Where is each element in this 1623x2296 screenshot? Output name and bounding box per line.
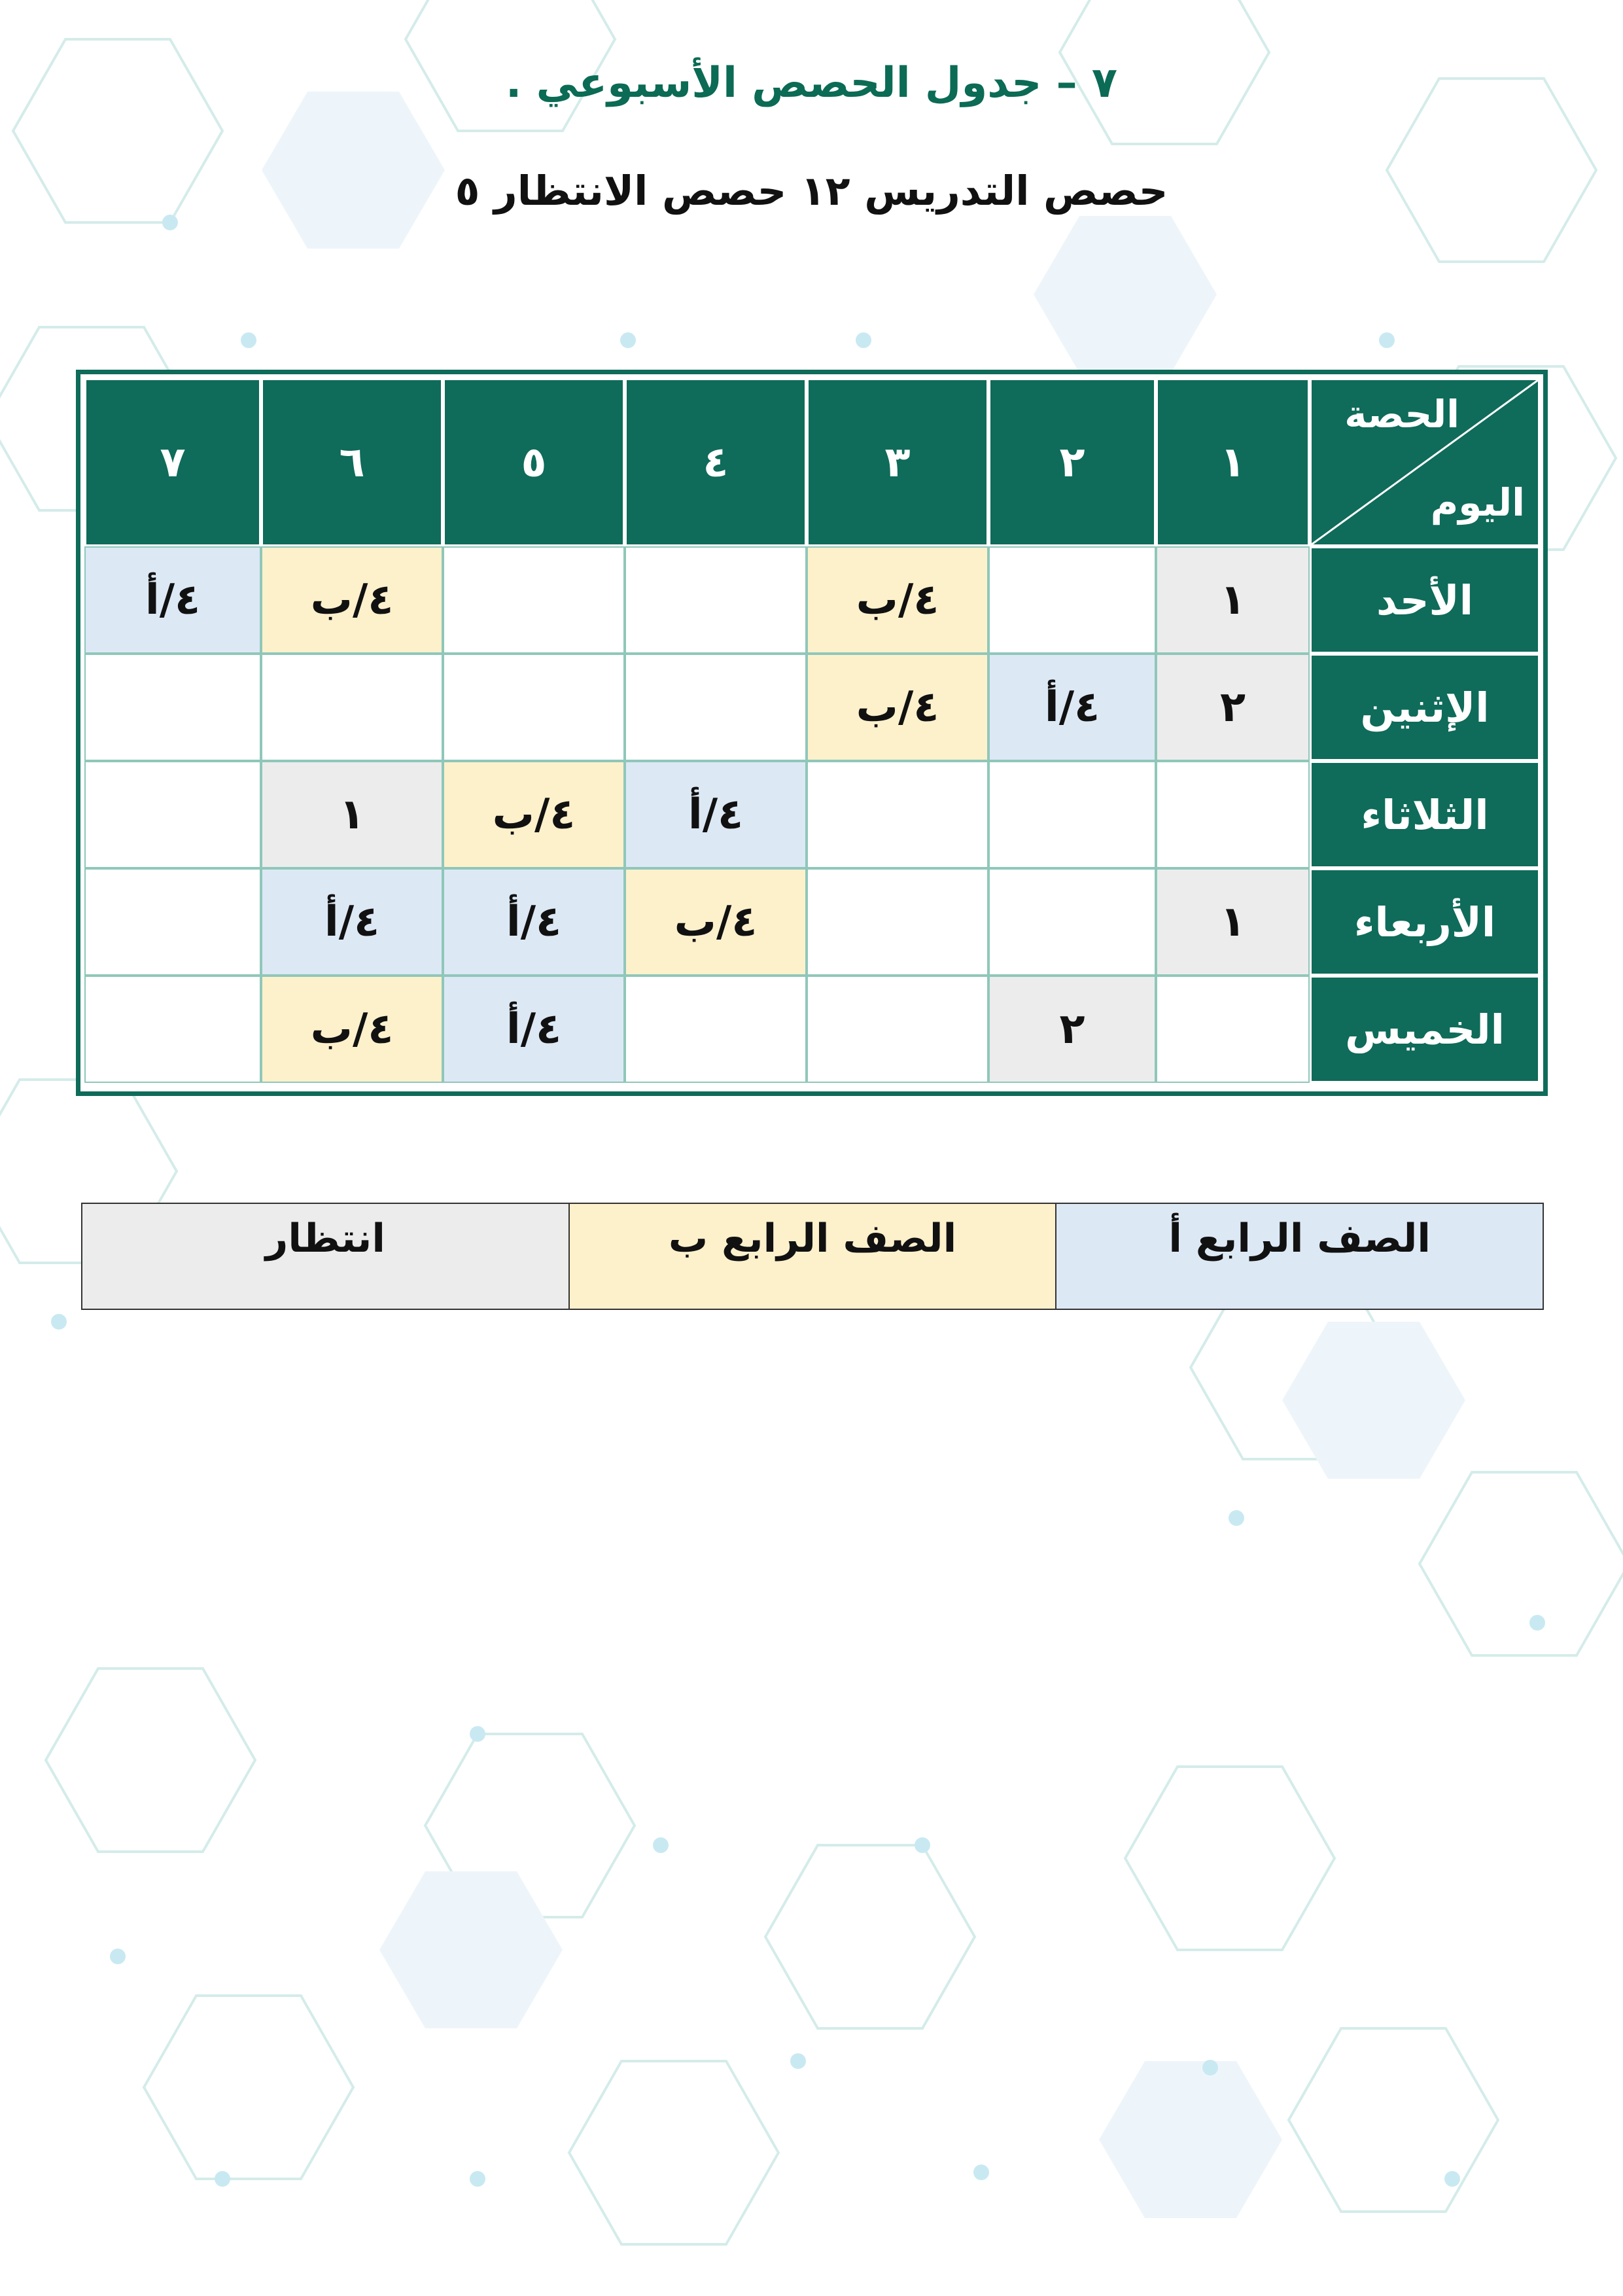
- schedule-cell: ٤/أ: [625, 761, 807, 868]
- schedule-cell: [807, 868, 988, 976]
- legend-waiting: انتظار: [82, 1204, 568, 1309]
- day-label-cell: الأحد: [1310, 546, 1540, 654]
- schedule-cell: ٤/أ: [443, 868, 625, 976]
- schedule-cell: [625, 976, 807, 1083]
- schedule-cell: ٤/ب: [625, 868, 807, 976]
- schedule-cell: [625, 654, 807, 761]
- legend: [81, 1203, 1544, 1310]
- schedule-cell: ٤/أ: [443, 976, 625, 1083]
- schedule-cell: [988, 546, 1156, 654]
- period-header-4: ٤: [625, 378, 807, 546]
- day-label-cell: الإثنين: [1310, 654, 1540, 761]
- schedule-cell: ٤/أ: [84, 546, 261, 654]
- schedule-cell: [625, 546, 807, 654]
- schedule-cell: [84, 654, 261, 761]
- schedule-cell: [807, 761, 988, 868]
- schedule-cell: [988, 761, 1156, 868]
- schedule-cell: [988, 868, 1156, 976]
- schedule-cell: [84, 761, 261, 868]
- period-label: الحصة: [1344, 392, 1459, 436]
- corner-header: [1310, 378, 1540, 546]
- schedule-cell: [443, 546, 625, 654]
- period-header-7: ٧: [84, 378, 261, 546]
- period-header-5: ٥: [443, 378, 625, 546]
- day-label-cell: الخميس: [1310, 976, 1540, 1083]
- schedule-cell: [261, 654, 443, 761]
- schedule-cell: ٤/أ: [261, 868, 443, 976]
- period-header-6: ٦: [261, 378, 443, 546]
- weekly-schedule-table: [76, 370, 1548, 1096]
- schedule-cell: [1156, 761, 1310, 868]
- legend-class-4a: الصف الرابع أ: [1055, 1204, 1543, 1309]
- schedule-cell: [443, 654, 625, 761]
- schedule-cell: ٢: [988, 976, 1156, 1083]
- schedule-cell: ٤/ب: [807, 546, 988, 654]
- page-subtitle: حصص التدريس ١٢ حصص الانتظار ٥: [455, 167, 1168, 215]
- schedule-cell: ١: [261, 761, 443, 868]
- period-header-2: ٢: [988, 378, 1156, 546]
- schedule-cell: ٤/ب: [443, 761, 625, 868]
- schedule-cell: ١: [1156, 546, 1310, 654]
- period-header-3: ٣: [807, 378, 988, 546]
- day-label: اليوم: [1430, 480, 1525, 525]
- schedule-cell: ٤/ب: [807, 654, 988, 761]
- schedule-cell: ١: [1156, 868, 1310, 976]
- period-header-1: ١: [1156, 378, 1310, 546]
- schedule-cell: [84, 976, 261, 1083]
- schedule-cell: ٢: [1156, 654, 1310, 761]
- schedule-cell: [1156, 976, 1310, 1083]
- day-label-cell: الثلاثاء: [1310, 761, 1540, 868]
- day-label-cell: الأربعاء: [1310, 868, 1540, 976]
- legend-class-4b: الصف الرابع ب: [568, 1204, 1056, 1309]
- schedule-cell: [807, 976, 988, 1083]
- schedule-cell: ٤/أ: [988, 654, 1156, 761]
- schedule-cell: ٤/ب: [261, 976, 443, 1083]
- page-title: ٧ – جدول الحصص الأسبوعي .: [506, 59, 1117, 107]
- schedule-cell: ٤/ب: [261, 546, 443, 654]
- schedule-cell: [84, 868, 261, 976]
